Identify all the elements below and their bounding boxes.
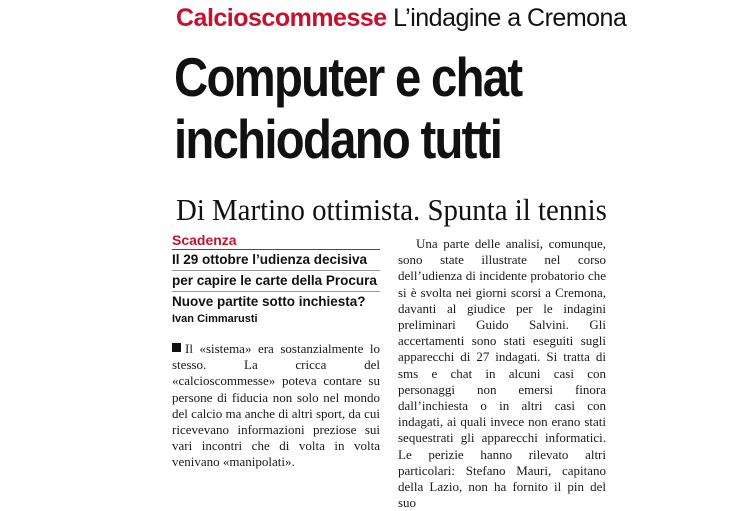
kicker [176,4,626,33]
box-line-1: Il 29 ottobre l’udienza decisiva [172,250,380,271]
square-bullet-icon [172,343,181,352]
column-2-text: Una parte delle analisi, comunque, sono state illustrate nel corso dell’udienza di incidente probatorio che si è svolta nei giorni scorsi a Cremona, davanti al giudice per le indagini preliminari Guido Salvini. Gli accertamenti sono stati eseguiti sugli apparecchi di 27 indagati. Si tratta di sms e chat in alcuni casi con personaggi non emersi finora dall’inchiesta o in altri casi con indagati, ai quali invece non erano stati sequestrati gli apparecchi informatici. Le perizie hanno rilevato altri particolari: Stefano Mauri, capitano della Lazio, non ha fornito il pin del suo [398,236,606,511]
topic-label: L’indagine a Cremona [393,4,627,32]
column-1-text: Il «sistema» era sostanzialmente lo stesso. La cricca del «calcioscommesse» poteva contare su persone di fiducia non solo nel mondo del calcio ma anche di altri sport, da cui ricevevano informazioni preziose sui vari incontri che di volta in volta venivano «manipolati». [172,341,380,470]
headline [174,46,656,170]
box-tag: Scadenza [172,231,380,250]
article-column-1 [172,341,380,471]
headline-line-1: Computer e chat [174,46,522,108]
article-column-2 [398,236,606,511]
headline-line-2: inchiodano tutti [174,108,502,170]
sidebar-box [172,231,380,326]
box-line-2: per capire le carte della Procura [172,271,380,292]
box-line-3: Nuove partite sotto inchiesta? [172,294,366,309]
subheadline: Di Martino ottimista. Spunta il tennis [176,192,607,227]
section-label: Calcioscommesse [176,4,387,32]
author-byline: Ivan Cimmarusti [172,313,258,325]
